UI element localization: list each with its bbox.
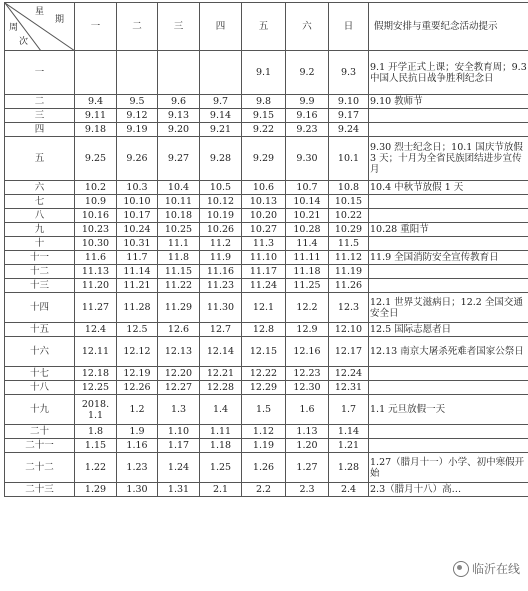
week-row bbox=[5, 181, 528, 195]
date-cell: 11.16 bbox=[200, 265, 242, 279]
date-cell: 10.24 bbox=[117, 223, 158, 237]
week-row bbox=[5, 381, 528, 395]
date-cell: 10.28 bbox=[286, 223, 329, 237]
week-number-cell: 十九 bbox=[5, 395, 75, 425]
date-cell: 9.16 bbox=[286, 109, 329, 123]
date-cell: 9.8 bbox=[242, 95, 286, 109]
header-day-wed: 三 bbox=[158, 3, 200, 51]
week-number-cell: 三 bbox=[5, 109, 75, 123]
week-number-cell: 十五 bbox=[5, 323, 75, 337]
date-cell: 10.2 bbox=[75, 181, 117, 195]
week-number-cell: 四 bbox=[5, 123, 75, 137]
date-cell: 1.28 bbox=[329, 453, 369, 483]
date-cell: 12.8 bbox=[242, 323, 286, 337]
week-row bbox=[5, 51, 528, 95]
date-cell: 10.4 bbox=[158, 181, 200, 195]
notes-cell: 1.27（腊月十一）小学、初中寒假开始 bbox=[369, 453, 528, 483]
date-cell: 11.17 bbox=[242, 265, 286, 279]
date-cell: 1.8 bbox=[75, 425, 117, 439]
date-cell: 12.7 bbox=[200, 323, 242, 337]
date-cell: 12.20 bbox=[158, 367, 200, 381]
week-row bbox=[5, 337, 528, 367]
date-cell: 10.8 bbox=[329, 181, 369, 195]
date-cell: 1.3 bbox=[158, 395, 200, 425]
week-row bbox=[5, 367, 528, 381]
date-cell: 12.12 bbox=[117, 337, 158, 367]
date-cell: 11.11 bbox=[286, 251, 329, 265]
date-cell: 10.7 bbox=[286, 181, 329, 195]
date-cell: 9.9 bbox=[286, 95, 329, 109]
week-number-cell: 二十三 bbox=[5, 483, 75, 497]
notes-cell: 12.1 世界艾滋病日；12.2 全国交通安全日 bbox=[369, 293, 528, 323]
header-row bbox=[5, 3, 528, 51]
date-cell bbox=[117, 51, 158, 95]
date-cell: 12.31 bbox=[329, 381, 369, 395]
date-cell: 9.15 bbox=[242, 109, 286, 123]
date-cell: 1.30 bbox=[117, 483, 158, 497]
date-cell: 12.15 bbox=[242, 337, 286, 367]
date-cell: 1.15 bbox=[75, 439, 117, 453]
date-cell: 11.4 bbox=[286, 237, 329, 251]
date-cell: 11.24 bbox=[242, 279, 286, 293]
date-cell: 1.17 bbox=[158, 439, 200, 453]
date-cell: 12.14 bbox=[200, 337, 242, 367]
week-number-cell: 八 bbox=[5, 209, 75, 223]
week-row bbox=[5, 95, 528, 109]
date-cell: 11.28 bbox=[117, 293, 158, 323]
notes-cell bbox=[369, 439, 528, 453]
week-row bbox=[5, 323, 528, 337]
date-cell: 12.16 bbox=[286, 337, 329, 367]
date-cell: 2.4 bbox=[329, 483, 369, 497]
notes-cell: 9.10 教师节 bbox=[369, 95, 528, 109]
date-cell: 12.19 bbox=[117, 367, 158, 381]
date-cell: 10.9 bbox=[75, 195, 117, 209]
date-cell: 9.28 bbox=[200, 137, 242, 181]
date-cell: 9.30 bbox=[286, 137, 329, 181]
week-row bbox=[5, 237, 528, 251]
date-cell: 11.18 bbox=[286, 265, 329, 279]
date-cell: 9.23 bbox=[286, 123, 329, 137]
date-cell: 1.16 bbox=[117, 439, 158, 453]
date-cell: 11.10 bbox=[242, 251, 286, 265]
date-cell: 1.23 bbox=[117, 453, 158, 483]
date-cell: 11.23 bbox=[200, 279, 242, 293]
date-cell: 1.5 bbox=[242, 395, 286, 425]
week-number-cell: 二 bbox=[5, 95, 75, 109]
date-cell: 9.27 bbox=[158, 137, 200, 181]
date-cell: 9.24 bbox=[329, 123, 369, 137]
date-cell: 1.24 bbox=[158, 453, 200, 483]
corner-week-label: 周 bbox=[9, 23, 19, 33]
date-cell: 1.31 bbox=[158, 483, 200, 497]
date-cell: 1.18 bbox=[200, 439, 242, 453]
notes-cell: 12.13 南京大屠杀死难者国家公祭日 bbox=[369, 337, 528, 367]
week-number-cell: 十四 bbox=[5, 293, 75, 323]
date-cell bbox=[200, 51, 242, 95]
date-cell: 11.29 bbox=[158, 293, 200, 323]
date-cell: 12.11 bbox=[75, 337, 117, 367]
date-cell: 11.2 bbox=[200, 237, 242, 251]
date-cell: 10.15 bbox=[329, 195, 369, 209]
week-row bbox=[5, 439, 528, 453]
header-day-mon: 一 bbox=[75, 3, 117, 51]
date-cell: 12.27 bbox=[158, 381, 200, 395]
date-cell: 1.22 bbox=[75, 453, 117, 483]
date-cell: 10.13 bbox=[242, 195, 286, 209]
date-cell: 1.12 bbox=[242, 425, 286, 439]
week-row bbox=[5, 483, 528, 497]
date-cell: 9.7 bbox=[200, 95, 242, 109]
date-cell: 10.30 bbox=[75, 237, 117, 251]
date-cell: 12.10 bbox=[329, 323, 369, 337]
date-cell: 12.29 bbox=[242, 381, 286, 395]
date-cell: 9.29 bbox=[242, 137, 286, 181]
date-cell: 12.18 bbox=[75, 367, 117, 381]
date-cell: 11.13 bbox=[75, 265, 117, 279]
header-day-sun: 日 bbox=[329, 3, 369, 51]
date-cell: 9.22 bbox=[242, 123, 286, 137]
date-cell bbox=[158, 51, 200, 95]
week-row bbox=[5, 293, 528, 323]
date-cell: 1.10 bbox=[158, 425, 200, 439]
week-number-cell: 十三 bbox=[5, 279, 75, 293]
date-cell: 1.26 bbox=[242, 453, 286, 483]
date-cell: 11.9 bbox=[200, 251, 242, 265]
date-cell: 9.4 bbox=[75, 95, 117, 109]
notes-cell bbox=[369, 381, 528, 395]
date-cell: 9.17 bbox=[329, 109, 369, 123]
date-cell: 11.7 bbox=[117, 251, 158, 265]
notes-cell: 11.9 全国消防安全宣传教育日 bbox=[369, 251, 528, 265]
notes-cell: 2.3（腊月十八）高… bbox=[369, 483, 528, 497]
date-cell: 10.14 bbox=[286, 195, 329, 209]
date-cell: 10.17 bbox=[117, 209, 158, 223]
date-cell: 11.21 bbox=[117, 279, 158, 293]
date-cell: 10.31 bbox=[117, 237, 158, 251]
header-notes: 假期安排与重要纪念活动提示 bbox=[369, 3, 528, 51]
corner-header-cell bbox=[5, 3, 75, 51]
notes-cell bbox=[369, 425, 528, 439]
week-number-cell: 二十二 bbox=[5, 453, 75, 483]
date-cell: 1.11 bbox=[200, 425, 242, 439]
date-cell: 12.17 bbox=[329, 337, 369, 367]
week-row bbox=[5, 209, 528, 223]
date-cell: 10.22 bbox=[329, 209, 369, 223]
date-cell: 10.10 bbox=[117, 195, 158, 209]
watermark bbox=[451, 560, 522, 577]
week-number-cell: 十二 bbox=[5, 265, 75, 279]
date-cell bbox=[75, 51, 117, 95]
date-cell: 2.1 bbox=[200, 483, 242, 497]
date-cell: 11.12 bbox=[329, 251, 369, 265]
week-number-cell: 十八 bbox=[5, 381, 75, 395]
date-cell: 12.3 bbox=[329, 293, 369, 323]
date-cell: 11.27 bbox=[75, 293, 117, 323]
week-row bbox=[5, 279, 528, 293]
week-number-cell: 十七 bbox=[5, 367, 75, 381]
date-cell: 11.6 bbox=[75, 251, 117, 265]
date-cell: 9.1 bbox=[242, 51, 286, 95]
date-cell: 1.2 bbox=[117, 395, 158, 425]
date-cell: 10.25 bbox=[158, 223, 200, 237]
notes-cell: 12.5 国际志愿者日 bbox=[369, 323, 528, 337]
date-cell: 2.2 bbox=[242, 483, 286, 497]
date-cell: 9.12 bbox=[117, 109, 158, 123]
date-cell: 9.18 bbox=[75, 123, 117, 137]
date-cell: 9.3 bbox=[329, 51, 369, 95]
week-number-cell: 二十一 bbox=[5, 439, 75, 453]
date-cell: 11.19 bbox=[329, 265, 369, 279]
week-row bbox=[5, 223, 528, 237]
week-number-cell: 一 bbox=[5, 51, 75, 95]
date-cell: 1.19 bbox=[242, 439, 286, 453]
school-calendar-table bbox=[4, 2, 528, 497]
notes-cell bbox=[369, 265, 528, 279]
date-cell: 1.6 bbox=[286, 395, 329, 425]
notes-cell bbox=[369, 367, 528, 381]
date-value: 1.1 bbox=[87, 409, 104, 421]
date-cell: 11.25 bbox=[286, 279, 329, 293]
date-cell: 10.29 bbox=[329, 223, 369, 237]
date-year-prefix: 2018. bbox=[81, 398, 110, 410]
date-cell: 9.20 bbox=[158, 123, 200, 137]
date-cell: 12.2 bbox=[286, 293, 329, 323]
date-cell: 10.11 bbox=[158, 195, 200, 209]
notes-cell: 10.28 重阳节 bbox=[369, 223, 528, 237]
week-row bbox=[5, 123, 528, 137]
date-cell: 10.21 bbox=[286, 209, 329, 223]
date-cell: 11.14 bbox=[117, 265, 158, 279]
notes-cell: 10.4 中秋节放假 1 天 bbox=[369, 181, 528, 195]
date-cell: 9.5 bbox=[117, 95, 158, 109]
week-number-cell: 十一 bbox=[5, 251, 75, 265]
date-cell: 9.21 bbox=[200, 123, 242, 137]
date-cell: 1.14 bbox=[329, 425, 369, 439]
date-cell: 9.2 bbox=[286, 51, 329, 95]
week-row bbox=[5, 265, 528, 279]
date-cell: 12.13 bbox=[158, 337, 200, 367]
date-cell: 12.21 bbox=[200, 367, 242, 381]
date-cell: 1.29 bbox=[75, 483, 117, 497]
date-cell: 11.30 bbox=[200, 293, 242, 323]
week-row bbox=[5, 109, 528, 123]
date-cell: 11.15 bbox=[158, 265, 200, 279]
header-day-sat: 六 bbox=[286, 3, 329, 51]
week-row bbox=[5, 137, 528, 181]
week-number-cell: 十六 bbox=[5, 337, 75, 367]
date-cell: 9.6 bbox=[158, 95, 200, 109]
date-cell: 12.26 bbox=[117, 381, 158, 395]
date-cell: 1.25 bbox=[200, 453, 242, 483]
date-cell: 12.9 bbox=[286, 323, 329, 337]
date-cell: 10.27 bbox=[242, 223, 286, 237]
date-cell: 9.19 bbox=[117, 123, 158, 137]
date-cell: 12.28 bbox=[200, 381, 242, 395]
corner-qi-label: 期 bbox=[55, 15, 65, 25]
watermark-text: 临沂在线 bbox=[471, 562, 520, 576]
date-cell: 11.26 bbox=[329, 279, 369, 293]
date-cell bbox=[75, 395, 117, 425]
header-day-tue: 二 bbox=[117, 3, 158, 51]
week-number-cell: 二十 bbox=[5, 425, 75, 439]
date-cell: 11.1 bbox=[158, 237, 200, 251]
corner-ci-label: 次 bbox=[19, 37, 29, 47]
date-cell: 9.14 bbox=[200, 109, 242, 123]
header-day-fri: 五 bbox=[242, 3, 286, 51]
date-cell: 10.20 bbox=[242, 209, 286, 223]
notes-cell: 9.1 开学正式上课；安全教育周；9.3 中国人民抗日战争胜利纪念日 bbox=[369, 51, 528, 95]
date-cell: 10.5 bbox=[200, 181, 242, 195]
date-cell: 1.4 bbox=[200, 395, 242, 425]
date-cell: 9.10 bbox=[329, 95, 369, 109]
week-row bbox=[5, 251, 528, 265]
date-cell: 2.3 bbox=[286, 483, 329, 497]
date-cell: 11.22 bbox=[158, 279, 200, 293]
calendar-body bbox=[5, 51, 528, 497]
date-cell: 9.26 bbox=[117, 137, 158, 181]
week-row bbox=[5, 453, 528, 483]
date-cell: 9.13 bbox=[158, 109, 200, 123]
date-cell: 11.8 bbox=[158, 251, 200, 265]
date-cell: 1.20 bbox=[286, 439, 329, 453]
date-cell: 12.5 bbox=[117, 323, 158, 337]
date-cell: 1.9 bbox=[117, 425, 158, 439]
date-cell: 1.27 bbox=[286, 453, 329, 483]
date-cell: 10.16 bbox=[75, 209, 117, 223]
date-cell: 12.6 bbox=[158, 323, 200, 337]
notes-cell bbox=[369, 123, 528, 137]
notes-cell: 1.1 元旦放假一天 bbox=[369, 395, 528, 425]
date-cell: 10.6 bbox=[242, 181, 286, 195]
notes-cell bbox=[369, 195, 528, 209]
date-cell: 11.5 bbox=[329, 237, 369, 251]
week-number-cell: 七 bbox=[5, 195, 75, 209]
date-cell: 12.24 bbox=[329, 367, 369, 381]
week-number-cell: 六 bbox=[5, 181, 75, 195]
date-cell: 10.12 bbox=[200, 195, 242, 209]
notes-cell bbox=[369, 109, 528, 123]
date-cell: 12.25 bbox=[75, 381, 117, 395]
date-cell: 11.3 bbox=[242, 237, 286, 251]
date-cell: 10.18 bbox=[158, 209, 200, 223]
date-cell: 11.20 bbox=[75, 279, 117, 293]
date-cell: 9.11 bbox=[75, 109, 117, 123]
date-cell: 12.4 bbox=[75, 323, 117, 337]
wechat-icon bbox=[453, 561, 469, 577]
header-day-thu: 四 bbox=[200, 3, 242, 51]
corner-xing-label: 星 bbox=[35, 7, 45, 17]
date-cell: 1.13 bbox=[286, 425, 329, 439]
date-cell: 9.25 bbox=[75, 137, 117, 181]
date-cell: 10.23 bbox=[75, 223, 117, 237]
date-cell: 10.19 bbox=[200, 209, 242, 223]
week-number-cell: 十 bbox=[5, 237, 75, 251]
notes-cell bbox=[369, 209, 528, 223]
date-cell: 12.22 bbox=[242, 367, 286, 381]
week-number-cell: 五 bbox=[5, 137, 75, 181]
notes-cell bbox=[369, 279, 528, 293]
date-cell: 12.30 bbox=[286, 381, 329, 395]
date-cell: 1.7 bbox=[329, 395, 369, 425]
date-cell: 10.1 bbox=[329, 137, 369, 181]
week-row bbox=[5, 195, 528, 209]
date-cell: 12.1 bbox=[242, 293, 286, 323]
week-number-cell: 九 bbox=[5, 223, 75, 237]
date-cell: 10.3 bbox=[117, 181, 158, 195]
notes-cell bbox=[369, 237, 528, 251]
notes-cell: 9.30 烈士纪念日；10.1 国庆节放假 3 天；十月为全省民族团结进步宣传月 bbox=[369, 137, 528, 181]
date-cell: 12.23 bbox=[286, 367, 329, 381]
week-row bbox=[5, 395, 528, 425]
date-cell: 1.21 bbox=[329, 439, 369, 453]
date-cell: 10.26 bbox=[200, 223, 242, 237]
week-row bbox=[5, 425, 528, 439]
